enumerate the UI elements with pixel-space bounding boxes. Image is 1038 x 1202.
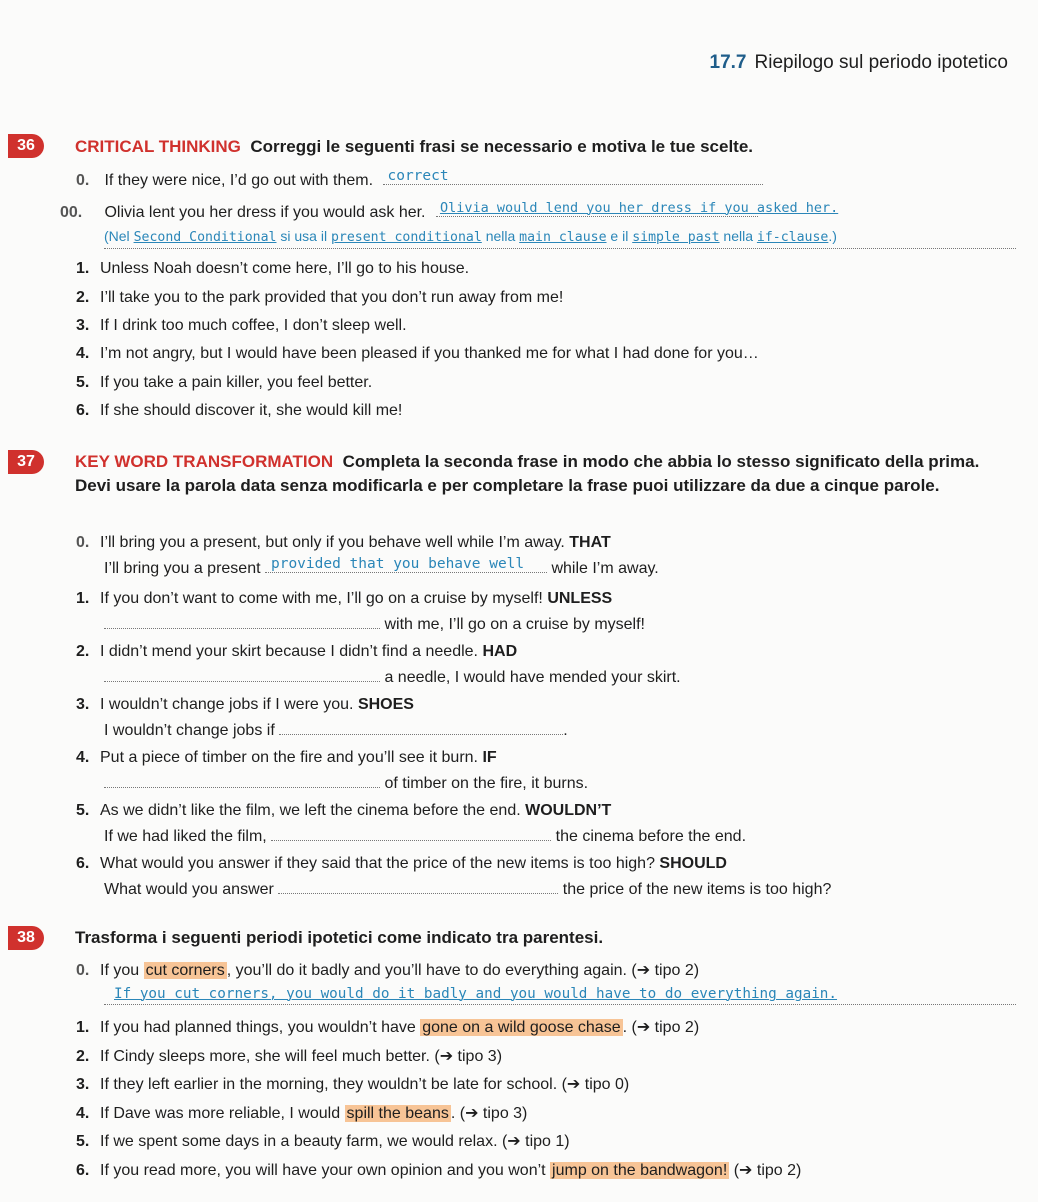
exercise-badge-38: 38 [8,926,44,950]
answer-blank[interactable] [104,773,380,788]
item-text: If you [100,962,144,979]
sentence-start: I wouldn’t change jobs if [104,722,275,739]
exercise-36-example-0 [76,170,763,190]
example-note [104,228,1016,249]
item-text: . (➔ tipo 2) [622,1019,700,1036]
section-number: 17.7 [709,52,747,73]
item-text: . (➔ tipo 3) [450,1105,528,1122]
answer-line [265,558,547,573]
item-text: If Dave was more reliable, I would [100,1105,345,1122]
keyword: THAT [569,534,611,551]
sentence-start: I’ll bring you a present [104,560,261,577]
answer-blank[interactable] [104,667,380,682]
sentence-end: of timber on the fire, it burns. [384,775,589,792]
item-text: If Cindy sleeps more, she will feel much better. (➔ tipo 3) [100,1048,503,1065]
highlighted-idiom: jump on the bandwagon! [552,1162,728,1179]
item-number: 0. [76,962,90,979]
item-text: Put a piece of timber on the fire and you’ll see it burn. [100,749,478,766]
keyword: HAD [482,643,518,660]
exercise-37-answer-line [104,614,645,634]
note-part: nella [719,228,757,244]
answer-line [383,170,763,185]
item-text: Unless Noah doesn’t come here, I’ll go to his house. [100,260,470,277]
sentence-start: If we had liked the film, [104,828,267,845]
item-number: 1. [76,590,90,607]
item-text: If they left earlier in the morning, they wouldn’t be late for school. (➔ tipo 0) [100,1076,630,1093]
item-number: 6. [76,402,90,419]
item-number: 4. [76,345,90,362]
exercise-37-answer-line [104,667,681,687]
page-title: Riepilogo sul periodo ipotetico [754,52,1008,73]
exercise-36-item [76,374,372,392]
answer-blank[interactable] [278,879,558,894]
keyword: WOULDN’T [525,802,612,819]
item-text: If you had planned things, you wouldn’t have [100,1019,421,1036]
exercise-38-item [76,1046,502,1066]
item-text: Olivia lent you her dress if you would ask her. [104,204,426,221]
item-number: 3. [76,696,90,713]
sentence-end: with me, I’ll go on a cruise by myself! [384,616,645,633]
exercise-36-item [76,317,407,335]
item-text: , you’ll do it badly and you’ll have to do everything again. (➔ tipo 2) [226,962,700,979]
answer-blank[interactable] [104,614,380,629]
exercise-37-item [76,643,517,661]
item-number: 0. [76,534,90,551]
exercise-36-item [76,289,563,307]
item-number: 00. [60,204,83,221]
item-number: 4. [76,1105,90,1122]
item-number: 1. [76,1019,90,1036]
exercise-36-item [76,345,759,363]
exercise-36-instruction [75,135,1013,159]
item-text: (➔ tipo 2) [729,1162,802,1179]
exercise-37-tag: KEY WORD TRANSFORMATION [75,452,334,471]
item-number: 6. [76,1162,90,1179]
sentence-end: the price of the new items is too high? [562,881,832,898]
exercise-37-example-0 [76,534,611,552]
note-part: (Nel [104,228,134,244]
note-part: present conditional [330,230,482,245]
keyword: SHOES [357,696,414,713]
item-text: I’m not angry, but I would have been pleased if you thanked me for what I had done for you… [100,345,759,362]
exercise-37-example-answer-line [104,558,659,578]
note-part: if-clause [756,230,829,245]
example-answer: If you cut corners, you would do it badly and you would have to do everything again. [114,986,838,1002]
highlighted-idiom: spill the beans [346,1105,449,1122]
exercise-37-answer-line [104,826,746,846]
item-text: I wouldn’t change jobs if I were you. [100,696,354,713]
item-number: 3. [76,317,90,334]
item-text: If we spent some days in a beauty farm, we would relax. (➔ tipo 1) [100,1133,570,1150]
item-number: 6. [76,855,90,872]
note-part: .) [828,228,837,244]
page-header [710,52,1008,74]
keyword: UNLESS [547,590,613,607]
exercise-38-item [76,1131,570,1151]
item-number: 3. [76,1076,90,1093]
item-number: 5. [76,374,90,391]
exercise-badge-37: 37 [8,450,44,474]
keyword: SHOULD [659,855,727,872]
note-part: nella [481,228,520,244]
highlighted-idiom: gone on a wild goose chase [422,1019,621,1036]
item-text: If she should discover it, she would kill me! [100,402,403,419]
sentence-end: . [563,722,568,739]
example-answer-line [104,985,1016,1005]
item-text: As we didn’t like the film, we left the cinema before the end. [100,802,521,819]
note-part: si usa il [276,228,331,244]
exercise-37-instruction [75,450,1013,498]
answer-line [436,200,839,217]
exercise-36-example-00 [60,200,839,222]
sentence-end: a needle, I would have mended your skirt. [384,669,681,686]
exercise-38-item [76,1160,801,1180]
exercise-37-answer-line [104,773,588,793]
item-text: If I drink too much coffee, I don’t sleep well. [100,317,407,334]
exercise-36-item [76,260,469,278]
item-text: If you don’t want to come with me, I’ll go on a cruise by myself! [100,590,543,607]
item-text: If they were nice, I’d go out with them. [104,172,374,189]
item-number: 5. [76,802,90,819]
exercise-38-example-0 [76,960,699,980]
sentence-end: the cinema before the end. [555,828,747,845]
exercise-37-answer-line [104,720,568,740]
item-text: I’ll take you to the park provided that you don’t run away from me! [100,289,564,306]
item-text: What would you answer if they said that the price of the new items is too high? [100,855,655,872]
note-part: Second Conditional [133,230,277,245]
item-text: If you read more, you will have your own opinion and you won’t [100,1162,551,1179]
keyword: IF [482,749,497,766]
example-answer: provided that you behave well [270,556,525,572]
item-number: 2. [76,289,90,306]
exercise-38-item [76,1017,699,1037]
item-number: 5. [76,1133,90,1150]
note-part: main clause [519,230,607,245]
exercise-37-item [76,696,414,714]
item-text: If you take a pain killer, you feel better. [100,374,373,391]
note-part: e il [606,228,633,244]
exercise-37-item [76,590,612,608]
exercise-36-tag: CRITICAL THINKING [75,137,241,156]
answer-blank[interactable] [279,720,563,735]
exercise-37-answer-line [104,879,831,899]
sentence-start: What would you answer [104,881,274,898]
example-answer: Olivia would lend you her dress if you asked her. [439,200,839,216]
exercise-38-item [76,1103,527,1123]
exercise-38-item [76,1074,629,1094]
highlighted-idiom: cut corners [145,962,225,979]
sentence-end: while I’m away. [551,560,659,577]
item-number: 4. [76,749,90,766]
item-number: 2. [76,643,90,660]
exercise-37-text: Completa la seconda frase in modo che abbia lo stesso significato della prima. Devi usare la parola data senza modificarla e per completare la frase puoi utilizzare da due a cinque parole. [75,452,980,495]
exercise-37-item [76,802,611,820]
item-text: I didn’t mend your skirt because I didn’t find a needle. [100,643,478,660]
exercise-36-item [76,402,402,420]
item-text: I’ll bring you a present, but only if you behave well while I’m away. [100,534,565,551]
example-answer: correct [387,168,449,184]
answer-blank[interactable] [271,826,551,841]
item-number: 1. [76,260,90,277]
exercise-37-item [76,749,497,767]
exercise-36-text: Correggi le seguenti frasi se necessario e motiva le tue scelte. [250,137,754,156]
exercise-38-instruction: Trasforma i seguenti periodi ipotetici come indicato tra parentesi. [75,928,604,947]
note-part: simple past [632,230,720,245]
exercise-badge-36: 36 [8,134,44,158]
exercise-37-item [76,855,727,873]
item-number: 0. [76,172,90,189]
item-number: 2. [76,1048,90,1065]
